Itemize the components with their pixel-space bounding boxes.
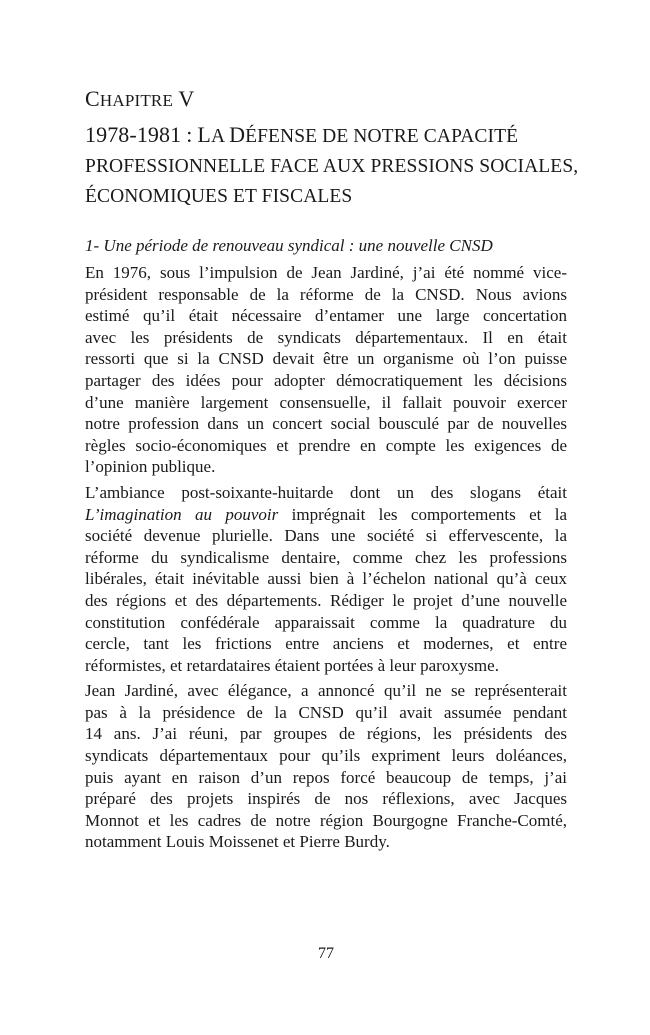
paragraph-line: avec les présidents de syndicats départementaux. Il en était xyxy=(85,327,567,347)
paragraph-line: syndicats départementaux pour qu’ils expriment leurs doléances, xyxy=(85,746,567,766)
chapter-title-cap-1: L xyxy=(197,122,211,147)
paragraph-line: notamment Louis Moissenet et Pierre Burdy. xyxy=(85,832,390,852)
paragraph-line: Jean Jardiné, avec élégance, a annoncé qu’il ne se représenterait xyxy=(85,681,567,701)
paragraph-line: 14 ans. J’ai réuni, par groupes de régions, les présidents des xyxy=(85,724,567,744)
paragraph-line: ressorti que si la CNSD devait être un organisme où l’on puisse xyxy=(85,349,567,369)
chapter-title xyxy=(85,120,579,212)
chapter-title-line-1 xyxy=(85,120,567,152)
chapter-label xyxy=(85,86,194,112)
paragraph-line: libérales, était inévitable aussi bien à l’échelon national qu’à ceux xyxy=(85,569,567,589)
paragraph-line: constitution confédérale apparaissait comme la quadrature du xyxy=(85,612,567,632)
paragraph-line: En 1976, sous l’impulsion de Jean Jardiné, j’ai été nommé vice- xyxy=(85,263,567,282)
italic-slogan: L’imagination au pouvoir xyxy=(85,504,279,524)
paragraph-line: l’opinion publique. xyxy=(85,457,216,477)
chapter-number: V xyxy=(178,86,195,111)
chapter-title-line-3: ÉCONOMIQUES ET FISCALES xyxy=(85,186,353,207)
paragraph-line: réforme du syndicalisme dentaire, comme chez les professions xyxy=(85,547,567,567)
chapter-label-first: C xyxy=(85,86,100,111)
section-heading: 1- Une période de renouveau syndical : une nouvelle CNSD xyxy=(85,236,493,255)
paragraph-line: puis ayant en raison d’un repos forcé beaucoup de temps, j’ai xyxy=(85,767,567,787)
paragraph-1 xyxy=(85,262,567,478)
paragraph-line: estimé qu’il était nécessaire d’entamer une large concertation xyxy=(85,306,567,326)
page-number: 77 xyxy=(318,945,334,962)
paragraph-line: président responsable de la réforme de la CNSD. Nous avions xyxy=(85,284,567,304)
paragraph-line: société devenue plurielle. Dans une société si effervescente, la xyxy=(85,526,567,546)
paragraph-line: préparé des projets inspirés de nos réflexions, avec Jacques xyxy=(85,789,567,809)
paragraph-2 xyxy=(85,482,567,676)
paragraph-line: Monnot et les cadres de notre région Bourgogne Franche-Comté, xyxy=(85,810,567,830)
chapter-title-line-2: PROFESSIONNELLE FACE AUX PRESSIONS SOCIALES, xyxy=(85,156,579,177)
paragraph-line: notre profession dans un concert social bousculé par de nouvelles xyxy=(85,414,567,434)
chapter-title-cap-2: D xyxy=(229,122,246,147)
paragraph-line: L’ambiance post-soixante-huitarde dont un des slogans était xyxy=(85,482,567,502)
paragraph-line: des régions et des départements. Rédiger le projet d’une nouvelle xyxy=(85,590,567,610)
paragraph-line: pas à la présidence de la CNSD qu’il avait assumée pendant xyxy=(85,702,567,722)
chapter-title-separator: : xyxy=(186,122,193,147)
chapter-title-small-2: ÉFENSE DE NOTRE CAPACITÉ xyxy=(245,126,519,147)
paragraph-line: réformistes, et retardataires étaient portées à leur paroxysme. xyxy=(85,655,499,675)
chapter-title-years: 1978-1981 xyxy=(85,122,182,147)
paragraph-line: partager des idées pour adopter démocratiquement les décisions xyxy=(85,370,567,390)
body-text xyxy=(85,262,567,857)
paragraph-line: cercle, tant les frictions entre anciens et modernes, et entre xyxy=(85,634,567,654)
paragraph-line-rest: imprégnait les comportements et la xyxy=(278,504,567,524)
paragraph-line: d’une manière largement consensuelle, il fallait pouvoir exercer xyxy=(85,392,567,412)
paragraph-3 xyxy=(85,680,567,853)
chapter-label-rest: HAPITRE xyxy=(99,91,174,110)
chapter-title-small-1: A xyxy=(210,126,225,147)
paragraph-line-with-italic xyxy=(85,504,567,526)
paragraph-line: règles socio-économiques et prendre en compte les exigences de xyxy=(85,435,567,455)
